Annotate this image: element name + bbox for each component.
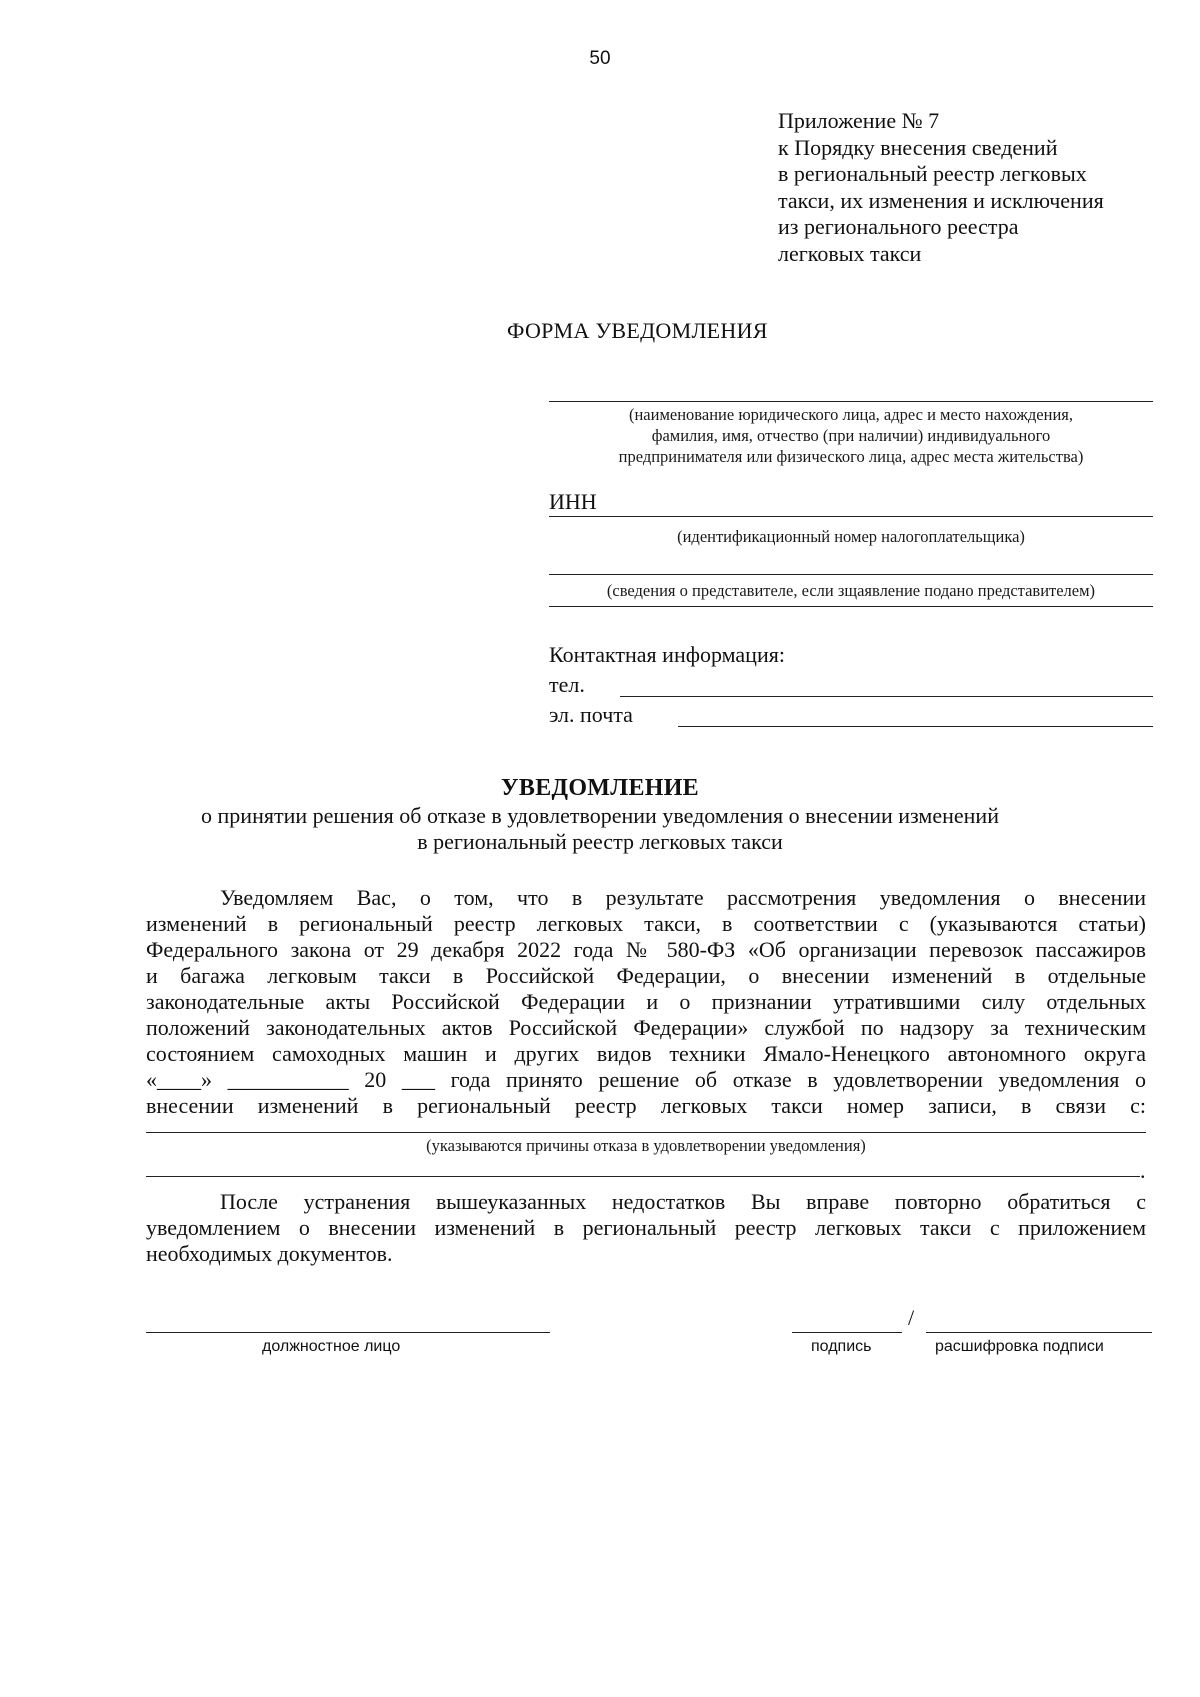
notice-body-line: законодательные акты Российской Федерации и о признании утратившими силу отдельных [146, 989, 1146, 1014]
reason-line-2[interactable] [146, 1176, 1140, 1177]
notice-subtitle-line: в региональный реестр легковых такси [417, 829, 783, 854]
notice-subtitle-line: о принятии решения об отказе в удовлетворении уведомления о внесении изменений [201, 803, 999, 828]
page-number: 50 [589, 48, 611, 69]
appendix-line: легковых такси [778, 240, 922, 266]
notice-body-line: положений законодательных актов Российской Федерации» службой по надзору за техническим [146, 1015, 1146, 1040]
notice-body-line: Федерального закона от 29 декабря 2022 года № 580-ФЗ «Об организации перевозок пассажиров [146, 937, 1146, 962]
signature-line[interactable] [792, 1332, 902, 1333]
representative-line[interactable] [549, 574, 1153, 575]
applicant-caption-line: предпринимателя или физического лица, адрес места жительства) [618, 447, 1084, 466]
email-field-line[interactable] [678, 726, 1153, 727]
notice-body-line: «____» ___________ 20 ___ года принято решение об отказе в удовлетворении уведомления о [146, 1067, 1146, 1092]
inn-field-line[interactable] [549, 516, 1153, 517]
contact-label: Контактная информация: [549, 642, 785, 667]
applicant-caption-line: фамилия, имя, отчество (при наличии) индивидуального [651, 426, 1051, 445]
notice-body-line: изменений в региональный реестр легковых такси, в соответствии с (указываются статьи) [146, 911, 1146, 936]
appendix-reference [778, 108, 1104, 267]
reason-end-period: . [1140, 1158, 1146, 1183]
applicant-name-line [549, 401, 1153, 402]
phone-label: тел. [549, 672, 585, 697]
notice-body-line: состоянием самоходных машин и других видов техники Ямало-Ненецкого автономного округа [146, 1041, 1146, 1066]
form-title: ФОРМА УВЕДОМЛЕНИЯ [507, 318, 768, 343]
inn-label: ИНН [549, 489, 597, 514]
appendix-line: к Порядку внесения сведений [778, 134, 1058, 160]
appendix-line: из регионального реестра [778, 214, 1019, 239]
decryption-line[interactable] [926, 1332, 1152, 1333]
notice-subtitle [120, 803, 1080, 855]
decryption-caption: расшифровка подписи [935, 1338, 1104, 1355]
closing-line: уведомлением о внесении изменений в региональный реестр легковых такси с приложением [146, 1215, 1146, 1240]
signature-separator: / [908, 1305, 915, 1330]
signature-caption: подпись [811, 1338, 872, 1355]
appendix-line: такси, их изменения и исключения [778, 187, 1104, 213]
reason-caption: (указываются причины отказа в удовлетворении уведомления) [426, 1136, 866, 1155]
official-signature-line[interactable] [146, 1332, 550, 1333]
email-label: эл. почта [549, 702, 633, 727]
notice-body-line: и багажа легковым такси в Российской Федерации, о внесении изменений в отдельные [146, 963, 1146, 988]
notice-body-line: Уведомляем Вас, о том, что в результате рассмотрения уведомления о внесении [220, 885, 1146, 910]
representative-underline [549, 606, 1153, 607]
closing-line: После устранения вышеуказанных недостатков Вы вправе повторно обратиться с [220, 1189, 1146, 1214]
appendix-line: Приложение № 7 [778, 108, 940, 133]
reason-line-1[interactable] [146, 1132, 1146, 1133]
notice-body-line: внесении изменений в региональный реестр легковых такси номер записи, в связи с: [146, 1093, 1146, 1118]
official-caption: должностное лицо [262, 1338, 401, 1355]
representative-caption: (сведения о представителе, если зщаявление подано представителем) [606, 581, 1096, 600]
appendix-line: в региональный реестр легковых [778, 161, 1087, 186]
applicant-caption-line: (наименование юридического лица, адрес и место нахождения, [628, 405, 1074, 424]
applicant-caption [549, 404, 1153, 467]
inn-caption: (идентификационный номер налогоплательщика) [677, 527, 1025, 546]
notice-title: УВЕДОМЛЕНИЕ [501, 775, 699, 801]
closing-line: необходимых документов. [146, 1241, 393, 1266]
phone-field-line[interactable] [620, 696, 1153, 697]
